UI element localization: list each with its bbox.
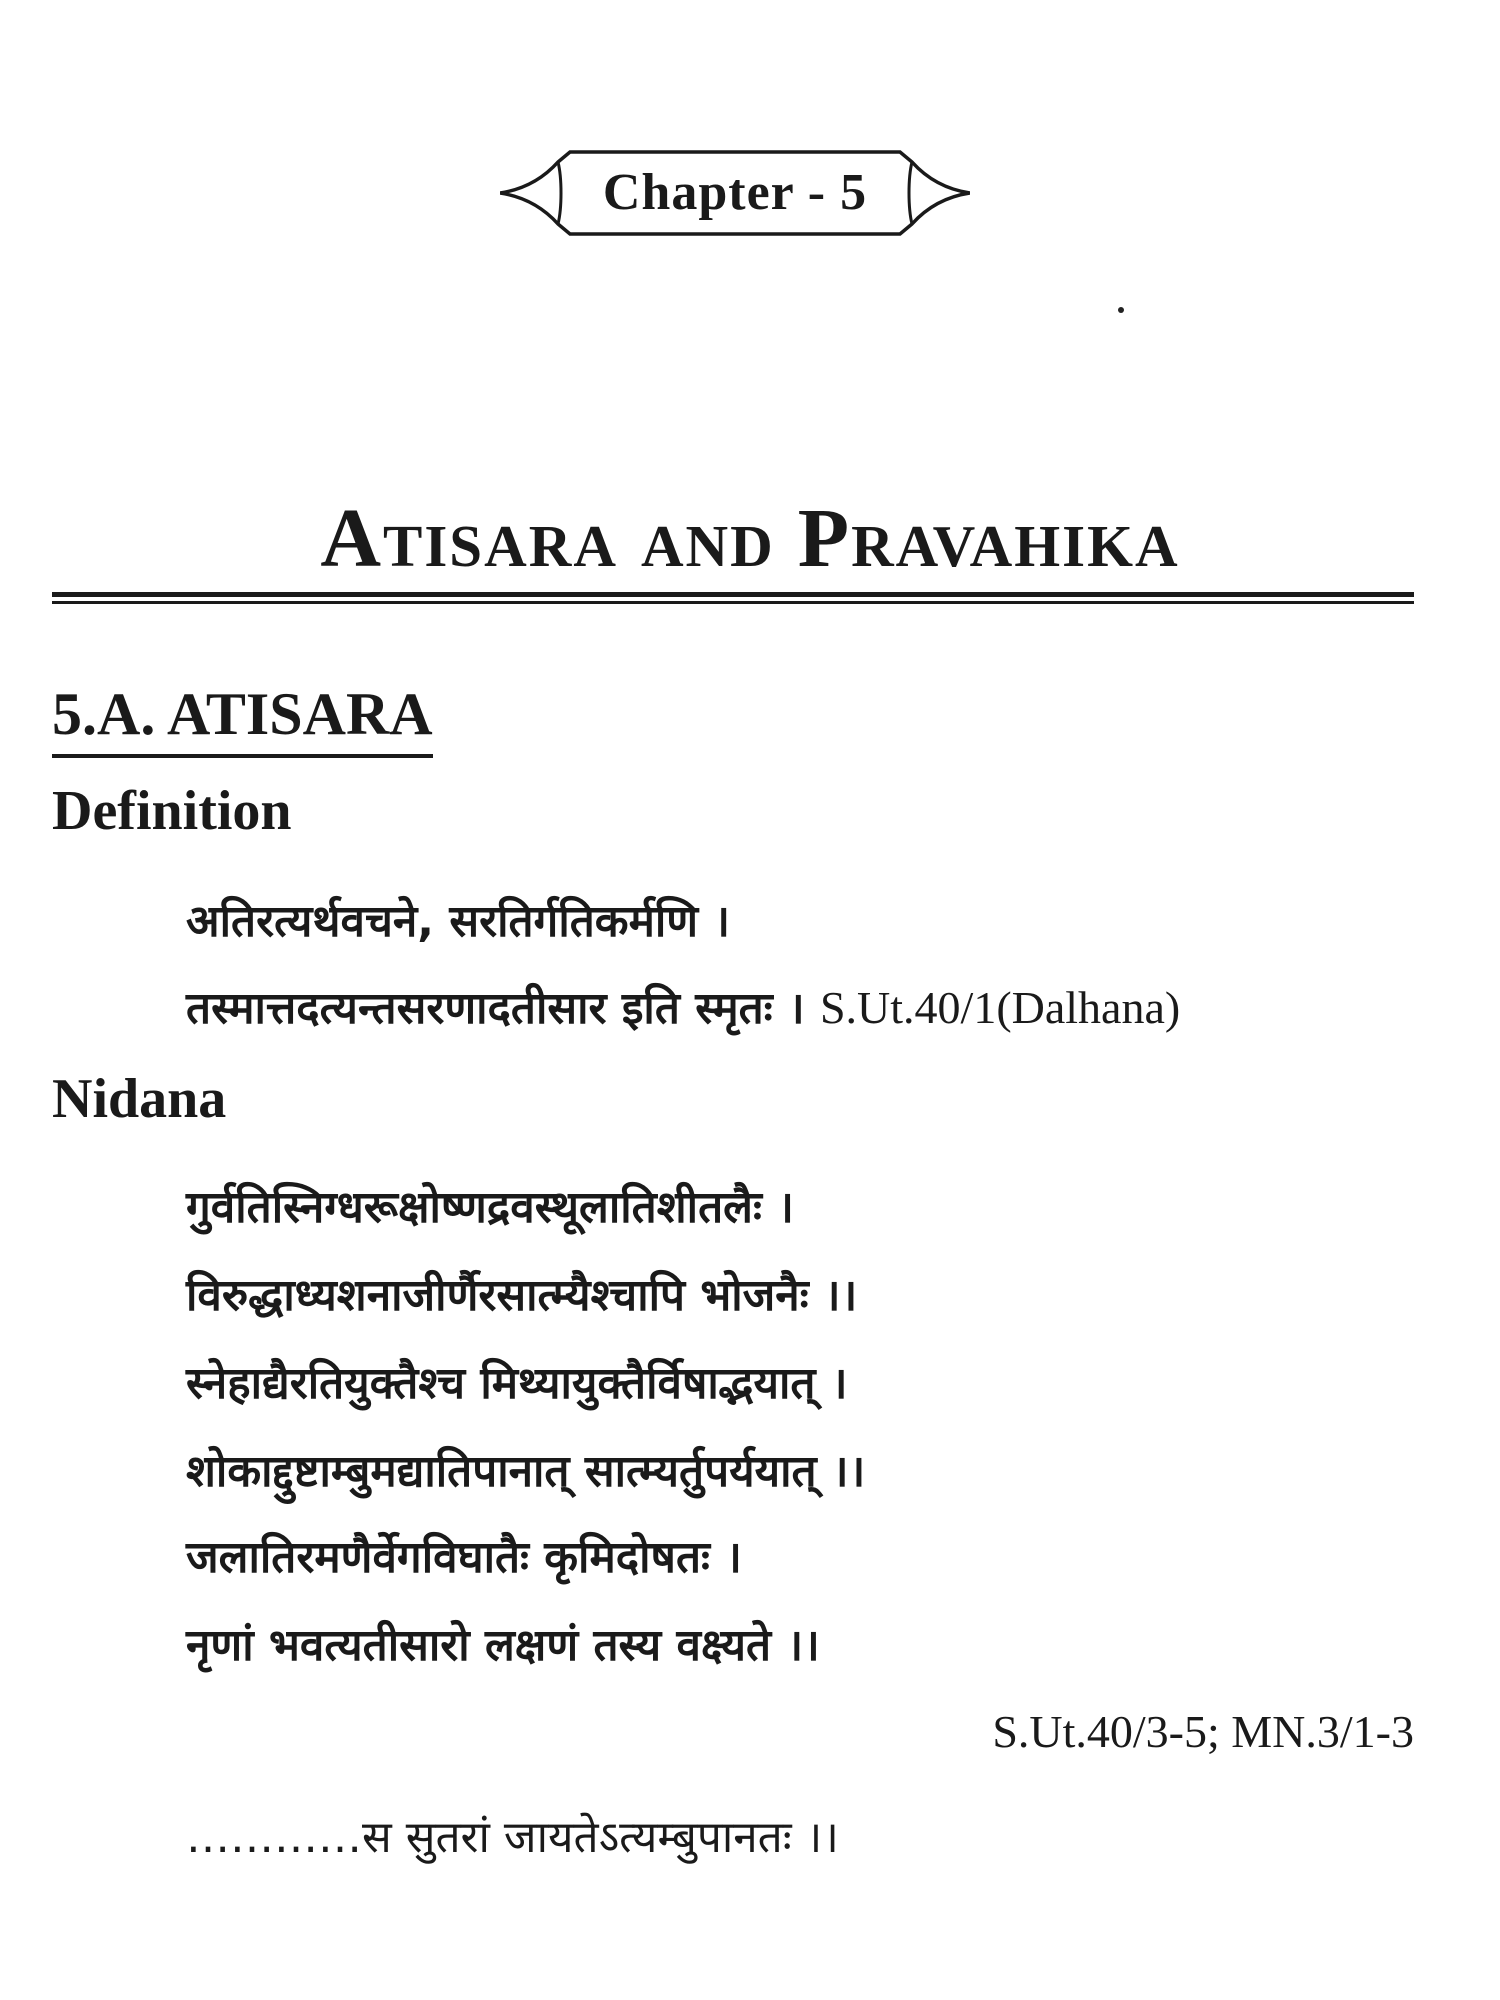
definition-heading: Definition xyxy=(52,780,292,842)
nidana-verse-4: शोकाद्दुष्टाम्बुमद्यातिपानात् सात्म्यर्तुपर्ययात् ।। xyxy=(186,1446,866,1497)
definition-verse-2-text: तस्मात्तदत्यन्तसरणादतीसार इति स्मृतः । xyxy=(186,983,805,1034)
chapter-label: Chapter - 5 xyxy=(602,164,868,221)
nidana-verse-5: जलातिरमणैर्वेगविघातैः कृमिदोषतः । xyxy=(186,1532,742,1583)
nidana-verse-3: स्नेहाद्यैरतियुक्तैश्च मिथ्यायुक्तैर्विषाद्भयात् । xyxy=(186,1358,848,1409)
title-rule-thin xyxy=(52,601,1414,604)
nidana-trailing-verse: …………स सुतरां जायतेऽत्यम्बुपानतः ।। xyxy=(186,1812,839,1863)
title-rule-thick xyxy=(52,592,1414,597)
definition-verse-1: अतिरत्यर्थवचने, सरतिर्गतिकर्मणि । xyxy=(186,896,731,947)
nidana-heading: Nidana xyxy=(52,1068,227,1130)
chapter-badge xyxy=(500,148,970,238)
print-speck xyxy=(1118,307,1124,313)
definition-reference: S.Ut.40/1(Dalhana) xyxy=(819,982,1181,1033)
section-heading: 5.A. ATISARA xyxy=(52,678,433,758)
chapter-title: Atisara and Pravahika xyxy=(320,492,1180,585)
nidana-verse-6: नृणां भवत्यतीसारो लक्षणं तस्य वक्ष्यते ।। xyxy=(186,1620,820,1671)
nidana-reference: S.Ut.40/3-5; MN.3/1-3 xyxy=(992,1706,1414,1757)
definition-verse-2 xyxy=(186,976,1180,1041)
nidana-verse-1: गुर्वतिस्निग्धरूक्षोष्णद्रवस्थूलातिशीतलैः । xyxy=(186,1182,794,1233)
nidana-verse-2: विरुद्धाध्यशनाजीर्णैरसात्म्यैश्चापि भोजनैः ।। xyxy=(186,1270,858,1321)
